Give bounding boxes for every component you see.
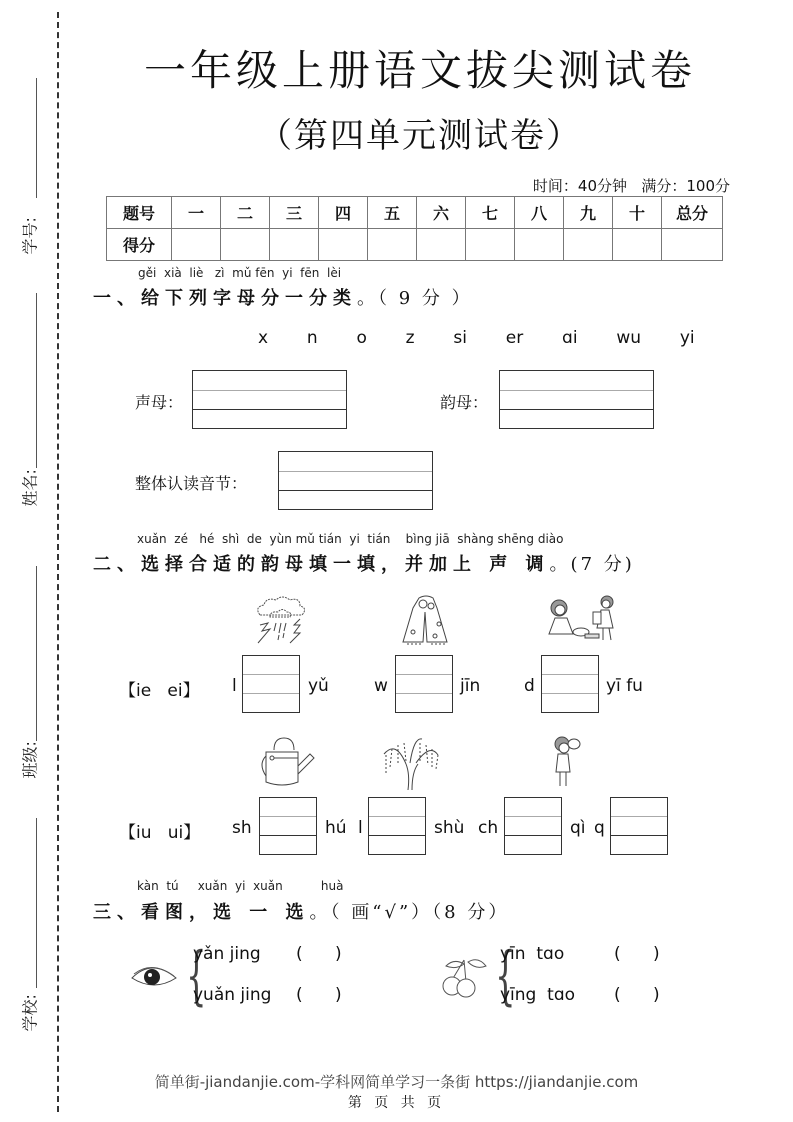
table-header-cell: 题号	[107, 197, 172, 229]
table-header-cell: 四	[319, 197, 368, 229]
section1-number: 一、	[93, 288, 141, 309]
table-header-cell: 二	[221, 197, 270, 229]
score-cell[interactable]	[417, 229, 466, 261]
table-header-cell: 总分	[662, 197, 723, 229]
score-cell[interactable]	[270, 229, 319, 261]
score-cell[interactable]	[515, 229, 564, 261]
section2-pinyin: xuǎn zé hé shì de yùn mǔ tián yi tián bìng jiā shàng shēng diào	[137, 532, 564, 546]
section3-heading	[93, 898, 509, 924]
eye-picture	[130, 962, 178, 990]
row1-item3-next: yī fu	[606, 676, 643, 696]
watermark-footer: 简单街-jiandanjie.com-学科网简单学习一条街 https://jiandanjie.com	[154, 1073, 639, 1091]
section3-pinyin: kàn tú xuǎn yi xuǎn huà	[137, 879, 344, 893]
finals-answer-box[interactable]	[499, 370, 654, 429]
thunderstorm-picture	[250, 595, 312, 647]
table-header-cell: 一	[172, 197, 221, 229]
eye-option1: yǎn jing	[193, 944, 261, 964]
full-score: 满分：100分	[641, 177, 730, 195]
class-label: 班级:	[20, 741, 40, 779]
eye-option1-check[interactable]: ( )	[296, 944, 342, 964]
section1-title: 给下列字母分一分类	[141, 288, 357, 309]
section1-heading	[93, 284, 473, 310]
section2-title: 选择合适的韵母填一填，并加上 声 调	[141, 554, 550, 575]
section3-number: 三、	[93, 902, 141, 923]
score-cell[interactable]	[221, 229, 270, 261]
table-header-cell: 十	[613, 197, 662, 229]
section2-points: 。(7 分)	[549, 554, 635, 575]
row2-item4-answer-box[interactable]	[610, 797, 668, 855]
row2-item1-answer-box[interactable]	[259, 797, 317, 855]
row1-item2-initial: w	[374, 676, 388, 696]
student-id-label: 学号:	[20, 217, 40, 255]
score-cell[interactable]	[613, 229, 662, 261]
row2-item2-initial: l	[358, 818, 363, 838]
page-number: 第 页 共 页	[347, 1095, 446, 1111]
section3-points: 。（ 画“√”）（8 分）	[309, 902, 510, 923]
cherry-brace: {	[495, 939, 516, 1013]
watering-can-picture	[258, 736, 316, 788]
eye-option2: yuǎn jing	[193, 985, 272, 1005]
row2-item1-initial: sh	[232, 818, 252, 838]
scarf-picture	[401, 594, 451, 649]
row2-item2-next: shù	[434, 818, 465, 838]
row2-item3-answer-box[interactable]	[504, 797, 562, 855]
section2-number: 二、	[93, 554, 141, 575]
row1-item2-next: jīn	[460, 676, 481, 696]
whole-syllable-label: 整体认读音节：	[135, 474, 248, 493]
letter-list: x n o z si er ɑi wu yi	[258, 328, 695, 348]
section1-points: 。（ 9 分 ）	[357, 288, 473, 309]
class-line[interactable]	[36, 566, 37, 741]
time-limit: 时间：40分钟	[532, 177, 628, 195]
finals-label: 韵母：	[440, 393, 489, 412]
row2-item1-next: hú	[325, 818, 347, 838]
willow-tree-picture	[380, 735, 442, 791]
score-cell[interactable]	[319, 229, 368, 261]
row2-options: 【iu ui】	[119, 823, 201, 843]
score-cell[interactable]	[564, 229, 613, 261]
score-table	[106, 196, 723, 261]
eye-brace: {	[186, 939, 207, 1013]
row2-item2-answer-box[interactable]	[368, 797, 426, 855]
row1-item3-answer-box[interactable]	[541, 655, 599, 713]
section1-pinyin: gěi xià liè zì mǔ fēn yi fēn lèi	[138, 266, 342, 280]
table-header-cell: 六	[417, 197, 466, 229]
exam-meta	[533, 175, 730, 196]
name-label: 姓名:	[20, 469, 40, 507]
table-header-cell: 七	[466, 197, 515, 229]
whole-syllable-answer-box[interactable]	[278, 451, 433, 510]
table-header-cell: 九	[564, 197, 613, 229]
row1-item3-initial: d	[524, 676, 535, 696]
name-line[interactable]	[36, 293, 37, 468]
table-header-cell: 五	[368, 197, 417, 229]
row1-options: 【ie ei】	[119, 681, 200, 701]
score-cell[interactable]	[466, 229, 515, 261]
page-subtitle: （第四单元测试卷）	[258, 116, 582, 156]
table-header-cell: 八	[515, 197, 564, 229]
row1-item1-answer-box[interactable]	[242, 655, 300, 713]
cut-line	[57, 12, 59, 1112]
cherry-option2: yīng tɑo	[500, 985, 576, 1005]
row1-item2-answer-box[interactable]	[395, 655, 453, 713]
row2-item4-initial: q	[594, 818, 605, 838]
eye-option2-check[interactable]: ( )	[296, 985, 342, 1005]
row1-item1-next: yǔ	[308, 676, 329, 696]
initials-label: 声母：	[135, 393, 184, 412]
child-blowing-balloon-picture	[552, 734, 582, 790]
page-title: 一年级上册语文拔尖测试卷	[143, 46, 696, 95]
row2-item3-initial: ch	[478, 818, 499, 838]
cherry-option1-check[interactable]: ( )	[614, 944, 660, 964]
school-label: 学校:	[20, 994, 40, 1032]
table-header-cell: 三	[270, 197, 319, 229]
girls-folding-clothes-picture	[545, 594, 623, 644]
score-cell[interactable]	[662, 229, 723, 261]
section2-heading	[93, 550, 635, 576]
row2-item3-next: qì	[570, 818, 586, 838]
score-row	[107, 229, 723, 261]
school-line[interactable]	[36, 818, 37, 988]
cherry-option1: yīn tɑo	[500, 944, 565, 964]
score-row-label: 得分	[107, 229, 172, 261]
cherry-option2-check[interactable]: ( )	[614, 985, 660, 1005]
score-cell[interactable]	[368, 229, 417, 261]
question-number-row	[107, 197, 723, 229]
score-cell[interactable]	[172, 229, 221, 261]
row1-item1-initial: l	[232, 676, 237, 696]
section3-title: 看图，选 一 选	[141, 902, 310, 923]
cherry-picture	[440, 954, 490, 1000]
initials-answer-box[interactable]	[192, 370, 347, 429]
